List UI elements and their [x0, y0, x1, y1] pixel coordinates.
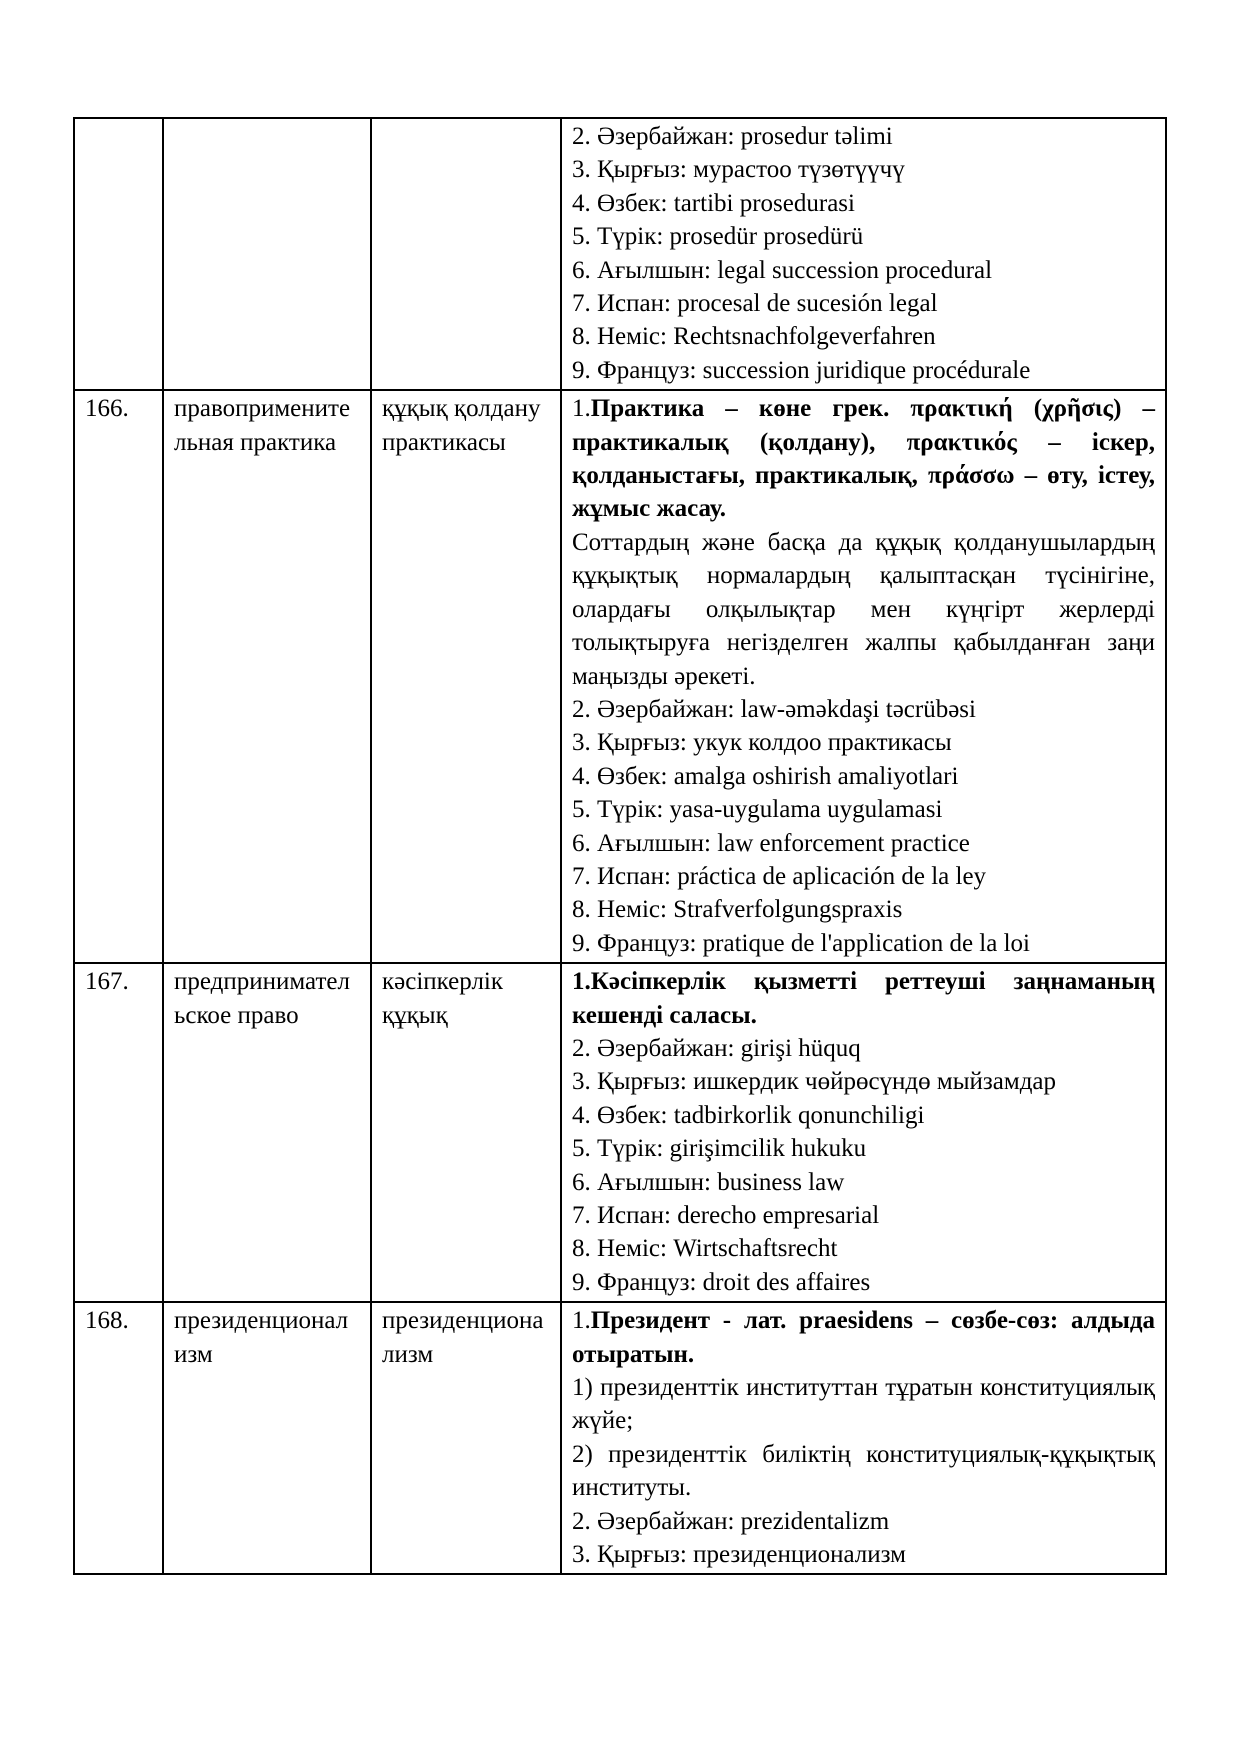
- translation-line: 4. Өзбек: tartibi prosedurasi: [572, 189, 855, 217]
- terminology-table: [73, 117, 1167, 1575]
- entry-number: 166.: [74, 390, 163, 963]
- translation-line: 2. Әзербайжан: prosedur təlimi: [572, 123, 893, 150]
- entry-number: [74, 118, 163, 390]
- etymology: 1.Практика – көне грек. πρακτική (χρῆσις) – практикалық (қолдану), πρακτικός – іскер, қолданыстағы, практикалық, πράσσω – өту, істеу, жұмыс жасау.: [572, 395, 1155, 523]
- entry-details: [561, 390, 1166, 963]
- translation-line: 4. Өзбек: amalga oshirish amaliyotlari: [572, 762, 959, 790]
- translation-line: 7. Испан: derecho empresarial: [572, 1202, 880, 1229]
- translation-line: 8. Неміс: Rechtsnachfolgeverfahren: [572, 323, 936, 351]
- entry-number: 168.: [74, 1302, 163, 1574]
- translation-line: 8. Неміс: Strafverfolgungspraxis: [572, 896, 903, 924]
- etymology-bold: Практика – көне грек. πρακτική (χρῆσις) – практикалық (қолдану), πρακτικός – іскер, қолданыстағы, практикалық, πράσσω – өту, істеу, жұмыс жасау.: [572, 395, 1155, 523]
- table-row: [74, 390, 1166, 963]
- translation-line: 6. Ағылшын: law enforcement practice: [572, 829, 970, 857]
- entry-details: [561, 963, 1166, 1302]
- translation-line: 5. Түрік: prosedür prosedürü: [572, 223, 864, 251]
- translation-line: 9. Француз: droit des affaires: [572, 1268, 871, 1296]
- definition: 1) президенттік институттан тұратын конституциялық жүйе;: [572, 1374, 1155, 1435]
- translation-line: 6. Ағылшын: business law: [572, 1168, 845, 1196]
- russian-term: предпринимательское право: [163, 963, 371, 1302]
- entry-details: [561, 1302, 1166, 1574]
- etymology: [572, 965, 1155, 1032]
- translation-line: 9. Француз: pratique de l'application de la loi: [572, 929, 1030, 957]
- kazakh-term: президенционализм: [371, 1302, 561, 1574]
- table-row: [74, 1302, 1166, 1574]
- translation-line: 5. Түрік: girişimcilik hukuku: [572, 1135, 867, 1163]
- translation-line: 5. Түрік: yasa-uygulama uygulamasi: [572, 796, 943, 824]
- kazakh-term: [371, 118, 561, 390]
- translation-line: 2. Әзербайжан: law-əməkdaşi təcrübəsi: [572, 695, 976, 723]
- russian-term: правоприменительная практика: [163, 390, 371, 963]
- table-row: [74, 118, 1166, 390]
- translation-line: 3. Қырғыз: ишкердик чөйрөсүндө мыйзамдар: [572, 1068, 1057, 1096]
- translation-line: 2. Әзербайжан: girişi hüquq: [572, 1034, 861, 1062]
- definition: Соттардың және басқа да құқық қолданушылардың құқықтық нормалардың қалыптасқан түсінігіне, олардағы олқылықтар мен күңгірт жерлерді толықтыруға негізделген жалпы қабылданған заңи маңызды әрекеті.: [572, 528, 1155, 690]
- translation-line: 4. Өзбек: tadbirkorlik qonunchiligi: [572, 1101, 925, 1129]
- translation-line: 8. Неміс: Wirtschaftsrecht: [572, 1235, 838, 1263]
- translation-line: 9. Француз: succession juridique procédurale: [572, 356, 1031, 384]
- translation-line: 2. Әзербайжан: prezidentalizm: [572, 1507, 890, 1535]
- kazakh-term: кәсіпкерлік құқық: [371, 963, 561, 1302]
- etymology-bold: Президент - лат. praesidens – сөзбе-сөз: алдыда отыратын.: [572, 1307, 1155, 1368]
- translation-line: 7. Испан: práctica de aplicación de la ley: [572, 862, 987, 890]
- definition: 2) президенттік биліктің конституциялық-құқықтық институты.: [572, 1440, 1155, 1502]
- russian-term: [163, 118, 371, 390]
- translation-line: 3. Қырғыз: мурастоо түзөтүүчү: [572, 156, 905, 184]
- kazakh-term: құқық қолдану практикасы: [371, 390, 561, 963]
- translation-line: 7. Испан: procesal de sucesión legal: [572, 290, 938, 318]
- translation-line: 3. Қырғыз: президенционализм: [572, 1541, 906, 1569]
- etymology: 1.Президент - лат. praesidens – сөзбе-сөз: алдыда отыратын.: [572, 1307, 1155, 1368]
- translation-line: 6. Ағылшын: legal succession procedural: [572, 256, 993, 284]
- entry-number: 167.: [74, 963, 163, 1302]
- etymology-bold: 1.Кәсіпкерлік қызметті реттеуші заңнаманың кешенді саласы.: [572, 968, 1155, 1029]
- table-row: [74, 963, 1166, 1302]
- translation-line: 3. Қырғыз: укук колдоо практикасы: [572, 729, 952, 757]
- entry-details: [561, 118, 1166, 390]
- russian-term: президенционализм: [163, 1302, 371, 1574]
